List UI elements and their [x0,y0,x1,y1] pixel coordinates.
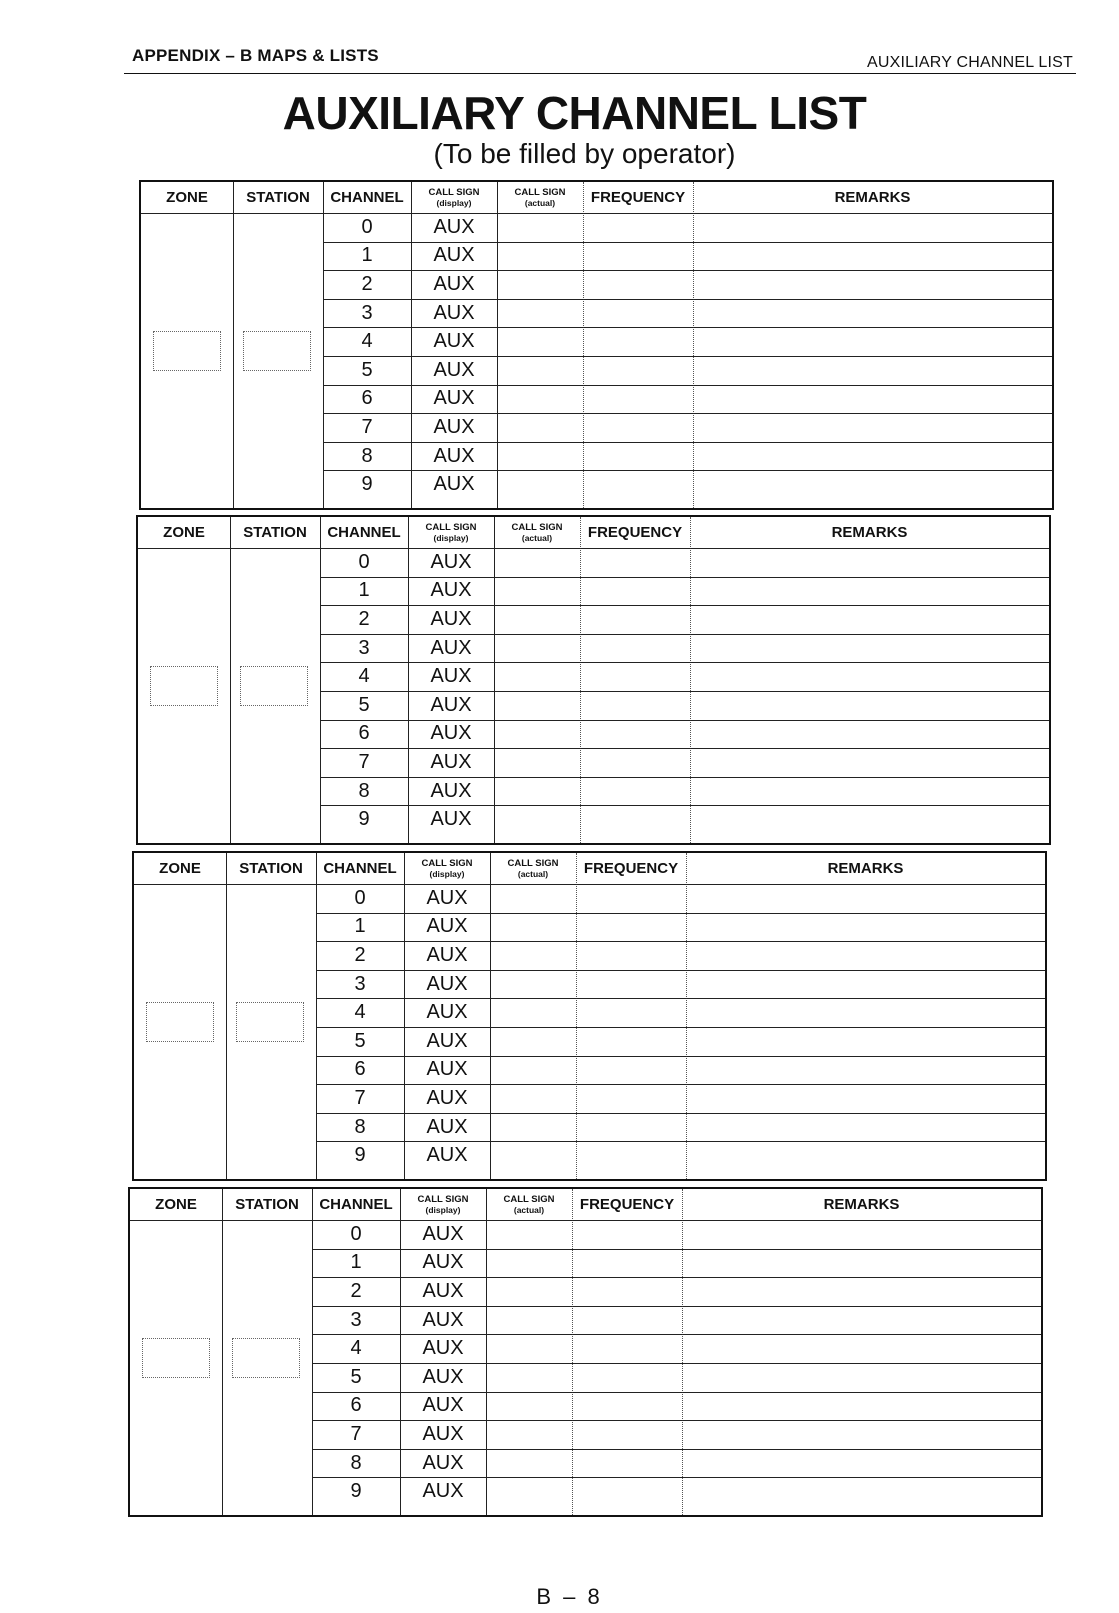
callsign-actual-field[interactable] [486,1420,572,1449]
remarks-field[interactable] [682,1334,1041,1363]
callsign-actual-header [486,1189,572,1220]
remarks-field[interactable] [682,1449,1041,1478]
callsign-actual-field[interactable] [490,941,576,970]
zone-header: ZONE [166,189,208,206]
callsign-actual-field[interactable] [494,605,580,634]
frequency-field[interactable] [580,548,690,577]
remarks-field[interactable] [693,270,1052,299]
callsign-actual-field[interactable] [494,691,580,720]
frequency-field[interactable] [583,270,693,299]
frequency-header: FREQUENCY [587,524,683,541]
channel-number: 2 [361,272,373,295]
remarks-field[interactable] [682,1477,1041,1506]
zone-header: ZONE [159,860,201,877]
zone-header: ZONE [163,524,205,541]
remarks-field[interactable] [693,413,1052,442]
callsign-display-value: AUX [422,1480,464,1503]
callsign-actual-field[interactable] [486,1306,572,1335]
callsign-display-value: AUX [426,972,468,995]
station-header: STATION [239,860,303,877]
callsign-display-value: AUX [422,1394,464,1417]
callsign-display-header [404,853,490,884]
channel-number: 9 [354,1144,366,1167]
frequency-field[interactable] [583,413,693,442]
callsign-display-value: AUX [422,1251,464,1274]
callsign-display-value: AUX [430,808,472,831]
remarks-field[interactable] [690,605,1049,634]
section-header: AUXILIARY CHANNEL LIST [867,54,1073,71]
channel-header: CHANNEL [327,524,401,541]
channel-number: 5 [358,693,370,716]
frequency-field[interactable] [572,1420,682,1449]
zone-header: ZONE [155,1196,197,1213]
callsign-display-value: AUX [426,1144,468,1167]
frequency-field[interactable] [576,941,686,970]
frequency-field[interactable] [576,913,686,942]
frequency-field[interactable] [583,299,693,328]
callsign-display-value: AUX [426,915,468,938]
channel-number: 0 [358,550,370,573]
callsign-actual-header-sublabel: (actual) [521,532,553,543]
frequency-field[interactable] [580,720,690,749]
frequency-field[interactable] [572,1392,682,1421]
callsign-display-value: AUX [433,330,475,353]
remarks-header: REMARKS [823,1196,900,1213]
remarks-header: REMARKS [827,860,904,877]
callsign-display-value: AUX [430,693,472,716]
channel-number: 6 [361,387,373,410]
callsign-actual-field[interactable] [497,385,583,414]
callsign-actual-field[interactable] [490,1056,576,1085]
callsign-actual-field[interactable] [494,805,580,834]
callsign-actual-header-sublabel: (actual) [513,1204,545,1215]
remarks-field[interactable] [682,1420,1041,1449]
channel-number: 9 [358,808,370,831]
channel-number: 0 [361,215,373,238]
callsign-actual-field[interactable] [486,1477,572,1506]
callsign-actual-field[interactable] [494,662,580,691]
callsign-display-header-sublabel: (display) [433,532,469,543]
callsign-actual-header-label: CALL SIGN [511,521,563,533]
frequency-field[interactable] [572,1249,682,1278]
channel-number: 9 [361,473,373,496]
channel-number: 3 [358,636,370,659]
channel-table [139,180,1054,510]
callsign-actual-header-label: CALL SIGN [514,186,566,198]
station-header: STATION [246,189,310,206]
channel-number: 2 [354,943,366,966]
frequency-field[interactable] [580,634,690,663]
remarks-field[interactable] [693,470,1052,499]
callsign-actual-field[interactable] [497,242,583,271]
remarks-field[interactable] [686,1027,1045,1056]
callsign-actual-field[interactable] [497,327,583,356]
callsign-actual-field[interactable] [486,1392,572,1421]
frequency-field[interactable] [580,805,690,834]
channel-number: 2 [350,1279,362,1302]
channel-number: 4 [354,1001,366,1024]
frequency-field[interactable] [576,998,686,1027]
callsign-display-value: AUX [426,1058,468,1081]
remarks-field[interactable] [693,213,1052,242]
callsign-actual-field[interactable] [490,1141,576,1170]
station-header: STATION [243,524,307,541]
remarks-field[interactable] [682,1363,1041,1392]
callsign-display-value: AUX [426,1086,468,1109]
callsign-actual-field[interactable] [486,1249,572,1278]
remarks-field[interactable] [693,299,1052,328]
channel-number: 8 [361,444,373,467]
channel-table [128,1187,1043,1517]
channel-number: 0 [350,1222,362,1245]
frequency-field[interactable] [583,213,693,242]
frequency-header: FREQUENCY [583,860,679,877]
callsign-display-value: AUX [422,1422,464,1445]
frequency-field[interactable] [583,356,693,385]
channel-number: 5 [361,358,373,381]
remarks-header: REMARKS [834,189,911,206]
callsign-actual-field[interactable] [494,577,580,606]
appendix-header: APPENDIX – B MAPS & LISTS [132,46,379,65]
channel-number: 5 [354,1029,366,1052]
frequency-field[interactable] [572,1220,682,1249]
callsign-display-value: AUX [430,665,472,688]
frequency-field[interactable] [572,1306,682,1335]
frequency-field[interactable] [572,1449,682,1478]
frequency-field[interactable] [572,1477,682,1506]
remarks-field[interactable] [690,720,1049,749]
channel-number: 1 [354,915,366,938]
channel-table [132,851,1047,1181]
callsign-display-value: AUX [426,1001,468,1024]
callsign-display-header [408,517,494,548]
callsign-actual-field[interactable] [490,1027,576,1056]
callsign-display-value: AUX [426,1115,468,1138]
callsign-display-header-label: CALL SIGN [425,521,477,533]
callsign-display-value: AUX [433,444,475,467]
remarks-field[interactable] [682,1249,1041,1278]
channel-number: 4 [350,1337,362,1360]
frequency-field[interactable] [576,1084,686,1113]
channel-header: CHANNEL [330,189,404,206]
channel-number: 3 [350,1308,362,1331]
callsign-display-value: AUX [430,607,472,630]
remarks-field[interactable] [686,1141,1045,1170]
remarks-field[interactable] [686,941,1045,970]
channel-number: 6 [358,722,370,745]
frequency-field[interactable] [572,1277,682,1306]
callsign-actual-field[interactable] [486,1334,572,1363]
remarks-field[interactable] [690,634,1049,663]
callsign-display-value: AUX [430,722,472,745]
remarks-field[interactable] [682,1277,1041,1306]
callsign-actual-field[interactable] [497,213,583,242]
callsign-display-header-label: CALL SIGN [421,857,473,869]
frequency-field[interactable] [580,577,690,606]
callsign-actual-field[interactable] [490,970,576,999]
frequency-field[interactable] [583,470,693,499]
frequency-field[interactable] [576,970,686,999]
callsign-display-value: AUX [422,1308,464,1331]
callsign-actual-header [497,182,583,213]
frequency-field[interactable] [580,777,690,806]
callsign-display-value: AUX [430,779,472,802]
callsign-display-value: AUX [422,1451,464,1474]
remarks-field[interactable] [693,385,1052,414]
remarks-field[interactable] [686,884,1045,913]
channel-number: 8 [354,1115,366,1138]
callsign-actual-field[interactable] [494,777,580,806]
channel-number: 7 [354,1086,366,1109]
remarks-field[interactable] [686,1113,1045,1142]
frequency-field[interactable] [576,1141,686,1170]
channel-number: 5 [350,1365,362,1388]
callsign-display-value: AUX [433,272,475,295]
channel-number: 3 [354,972,366,995]
channel-number: 1 [361,244,373,267]
callsign-display-value: AUX [422,1222,464,1245]
callsign-actual-header [490,853,576,884]
callsign-display-value: AUX [430,636,472,659]
channel-header: CHANNEL [319,1196,393,1213]
remarks-field[interactable] [690,777,1049,806]
callsign-actual-header-sublabel: (actual) [517,868,549,879]
column-divider [233,182,234,508]
callsign-display-value: AUX [430,750,472,773]
frequency-field[interactable] [572,1363,682,1392]
frequency-field[interactable] [583,442,693,471]
callsign-display-value: AUX [433,301,475,324]
callsign-actual-header [494,517,580,548]
callsign-actual-header-sublabel: (actual) [524,197,556,208]
page-subtitle: (To be filled by operator) [433,138,736,169]
callsign-actual-field[interactable] [490,1113,576,1142]
channel-number: 6 [354,1058,366,1081]
frequency-field[interactable] [580,748,690,777]
channel-number: 4 [358,665,370,688]
page-number: B – 8 [536,1584,603,1609]
callsign-actual-field[interactable] [494,720,580,749]
zone-entry-box[interactable] [150,666,218,706]
station-entry-box[interactable] [232,1338,300,1378]
callsign-actual-field[interactable] [490,998,576,1027]
remarks-field[interactable] [693,442,1052,471]
callsign-display-value: AUX [422,1279,464,1302]
callsign-display-value: AUX [433,358,475,381]
column-divider [230,517,231,843]
station-entry-box[interactable] [240,666,308,706]
callsign-actual-field[interactable] [497,270,583,299]
callsign-actual-field[interactable] [486,1449,572,1478]
callsign-actual-field[interactable] [497,413,583,442]
frequency-field[interactable] [583,242,693,271]
callsign-actual-field[interactable] [497,442,583,471]
page-title: AUXILIARY CHANNEL LIST [282,87,867,139]
callsign-actual-field[interactable] [490,884,576,913]
callsign-display-value: AUX [433,215,475,238]
channel-number: 6 [350,1394,362,1417]
channel-number: 8 [350,1451,362,1474]
channel-number: 1 [358,579,370,602]
callsign-display-value: AUX [430,550,472,573]
callsign-display-header-sublabel: (display) [436,197,472,208]
callsign-display-header-label: CALL SIGN [417,1193,469,1205]
callsign-display-value: AUX [430,579,472,602]
frequency-field[interactable] [580,691,690,720]
frequency-field[interactable] [583,327,693,356]
channel-table [136,515,1051,845]
station-header: STATION [235,1196,299,1213]
frequency-field[interactable] [576,1056,686,1085]
callsign-actual-field[interactable] [497,299,583,328]
channel-number: 0 [354,886,366,909]
callsign-display-value: AUX [433,387,475,410]
remarks-field[interactable] [686,1084,1045,1113]
station-entry-box[interactable] [243,331,311,371]
remarks-field[interactable] [690,662,1049,691]
remarks-field[interactable] [690,577,1049,606]
channel-number: 3 [361,301,373,324]
callsign-display-header [411,182,497,213]
callsign-actual-field[interactable] [494,634,580,663]
zone-entry-box[interactable] [142,1338,210,1378]
remarks-field[interactable] [693,327,1052,356]
callsign-display-header-label: CALL SIGN [428,186,480,198]
callsign-actual-field[interactable] [490,913,576,942]
remarks-header: REMARKS [831,524,908,541]
channel-number: 7 [358,750,370,773]
zone-entry-box[interactable] [153,331,221,371]
remarks-field[interactable] [693,356,1052,385]
remarks-field[interactable] [682,1306,1041,1335]
frequency-header: FREQUENCY [590,189,686,206]
frequency-field[interactable] [583,385,693,414]
frequency-field[interactable] [576,884,686,913]
callsign-actual-field[interactable] [490,1084,576,1113]
frequency-field[interactable] [576,1027,686,1056]
channel-number: 4 [361,330,373,353]
frequency-field[interactable] [580,605,690,634]
remarks-field[interactable] [690,548,1049,577]
frequency-field[interactable] [580,662,690,691]
column-divider [226,853,227,1179]
channel-number: 2 [358,607,370,630]
callsign-display-header-sublabel: (display) [429,868,465,879]
channel-number: 9 [350,1480,362,1503]
callsign-display-value: AUX [433,415,475,438]
callsign-display-value: AUX [433,473,475,496]
frequency-field[interactable] [576,1113,686,1142]
remarks-field[interactable] [686,970,1045,999]
callsign-actual-field[interactable] [486,1220,572,1249]
remarks-field[interactable] [690,805,1049,834]
channel-number: 8 [358,779,370,802]
header-rule [124,73,1076,74]
remarks-field[interactable] [690,748,1049,777]
column-divider [222,1189,223,1515]
callsign-display-value: AUX [426,943,468,966]
callsign-display-value: AUX [433,244,475,267]
remarks-field[interactable] [686,913,1045,942]
callsign-actual-field[interactable] [494,548,580,577]
remarks-field[interactable] [682,1392,1041,1421]
remarks-field[interactable] [686,998,1045,1027]
callsign-display-header [400,1189,486,1220]
callsign-display-value: AUX [422,1337,464,1360]
callsign-actual-field[interactable] [486,1277,572,1306]
channel-number: 7 [350,1422,362,1445]
callsign-actual-field[interactable] [497,356,583,385]
callsign-actual-header-label: CALL SIGN [503,1193,555,1205]
channel-number: 1 [350,1251,362,1274]
callsign-display-value: AUX [426,886,468,909]
zone-entry-box[interactable] [146,1002,214,1042]
callsign-display-header-sublabel: (display) [425,1204,461,1215]
callsign-actual-header-label: CALL SIGN [507,857,559,869]
callsign-actual-field[interactable] [497,470,583,499]
remarks-field[interactable] [690,691,1049,720]
channel-header: CHANNEL [323,860,397,877]
remarks-field[interactable] [682,1220,1041,1249]
callsign-actual-field[interactable] [486,1363,572,1392]
callsign-actual-field[interactable] [494,748,580,777]
frequency-field[interactable] [572,1334,682,1363]
frequency-header: FREQUENCY [579,1196,675,1213]
callsign-display-value: AUX [426,1029,468,1052]
station-entry-box[interactable] [236,1002,304,1042]
callsign-display-value: AUX [422,1365,464,1388]
channel-number: 7 [361,415,373,438]
remarks-field[interactable] [693,242,1052,271]
remarks-field[interactable] [686,1056,1045,1085]
